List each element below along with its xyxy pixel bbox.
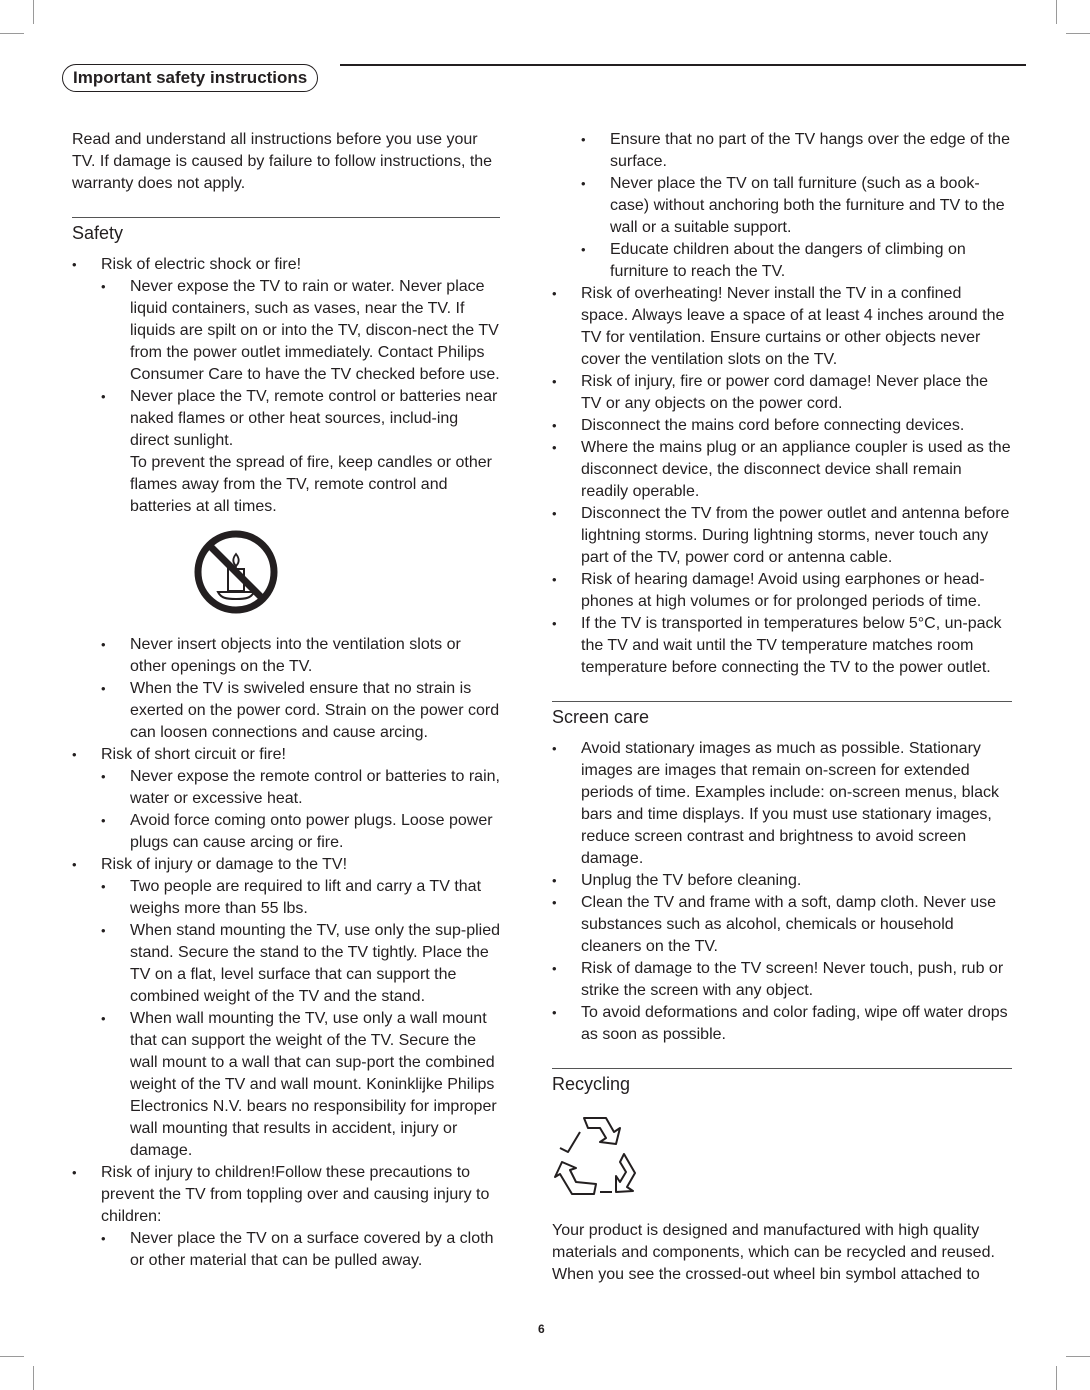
- list-item: [72, 854, 500, 1162]
- safety-list: [72, 254, 500, 1272]
- sub-list-item: • Never place the TV on a surface covered by a cloth or other material that can be pulled away.: [101, 1228, 500, 1272]
- sub-list-item: • Never insert objects into the ventilation slots or other openings on the TV.: [101, 634, 500, 678]
- list-item: • Risk of hearing damage! Avoid using earphones or head-phones at high volumes or for prolonged periods of time.: [552, 569, 1012, 613]
- sub-list-item: • Educate children about the dangers of climbing on furniture to reach the TV.: [581, 239, 1012, 283]
- list-item: • Clean the TV and frame with a soft, damp cloth. Never use substances such as alcohol, chemicals or household cleaners on the TV.: [552, 892, 1012, 958]
- sub-list-item: • When stand mounting the TV, use only the sup-plied stand. Secure the stand to the TV tightly. Place the TV on a flat, level surface that can support the combined weight of the TV and the stand.: [101, 920, 500, 1008]
- list-item: • Where the mains plug or an appliance coupler is used as the disconnect device, the disconnect device shall remain readily operable.: [552, 437, 1012, 503]
- list-item-text: Risk of electric shock or fire!: [101, 256, 302, 273]
- recycle-icon: [554, 1110, 640, 1200]
- sub-list-item: • Ensure that no part of the TV hangs over the edge of the surface.: [581, 129, 1012, 173]
- candle-warning-text: To prevent the spread of fire, keep candles or other flames away from the TV, remote control and batteries at all times.: [130, 454, 492, 515]
- list-item: • Unplug the TV before cleaning.: [552, 870, 1012, 892]
- left-column: [72, 129, 500, 1272]
- list-item: • Risk of overheating! Never install the TV in a confined space. Always leave a space of at least 4 inches around the TV for ventilation. Ensure curtains or other objects never cover the ventilation slots on the TV.: [552, 283, 1012, 371]
- screen-care-list: [552, 738, 1012, 1046]
- sub-list-item: • When the TV is swiveled ensure that no strain is exerted on the power cord. Strain on the power cord can loosen connections and cause arcing.: [101, 678, 500, 744]
- intro-paragraph: Read and understand all instructions before you use your TV. If damage is caused by failure to follow instructions, the warranty does not apply.: [72, 131, 493, 192]
- list-item: • Risk of damage to the TV screen! Never touch, push, rub or strike the screen with any object.: [552, 958, 1012, 1002]
- sub-list-item: • When wall mounting the TV, use only a wall mount that can support the weight of the TV. Secure the wall mount to a wall that can sup-port the combined weight of the TV and wall mount. Koninklijke Philips Electronics N.V. bears no responsibility for improper wall mounting that results in accident, injury or damage.: [101, 1008, 500, 1162]
- list-item: • Avoid stationary images as much as possible. Stationary images are images that remain on-screen for extended periods of time. Examples include: on-screen menus, black bars and time displays. If you must use stationary images, reduce screen contrast and brightness to avoid screen damage.: [552, 738, 1012, 870]
- list-item: • Disconnect the TV from the power outlet and antenna before lightning storms. During lightning storms, never touch any part of the TV, power cord or antenna cable.: [552, 503, 1012, 569]
- screen-care-heading: Screen care: [552, 701, 1012, 729]
- list-item: • To avoid deformations and color fading, wipe off water drops as soon as possible.: [552, 1002, 1012, 1046]
- crop-mark: [0, 33, 24, 34]
- list-item: [72, 254, 500, 744]
- list-item: • Risk of injury, fire or power cord damage! Never place the TV or any objects on the power cord.: [552, 371, 1012, 415]
- sub-list-item: • Never place the TV on tall furniture (such as a book-case) without anchoring both the furniture and TV to the wall or a suitable support.: [581, 173, 1012, 239]
- page-number: 6: [538, 1322, 545, 1336]
- no-candles-icon: [193, 529, 279, 615]
- crop-mark: [1056, 1366, 1057, 1390]
- list-item-text: Risk of short circuit or fire!: [101, 746, 286, 763]
- safety-heading: Safety: [72, 217, 500, 245]
- children-precautions-continued: [552, 129, 1012, 283]
- crop-mark: [1066, 1356, 1090, 1357]
- recycling-text: Your product is designed and manufactured with high quality materials and components, which can be recycled and reused. When you see the crossed-out wheel bin symbol attached to: [552, 1222, 995, 1283]
- sub-list-item: • Two people are required to lift and carry a TV that weighs more than 55 lbs.: [101, 876, 500, 920]
- list-item-text: Risk of injury to children!Follow these precautions to prevent the TV from toppling over and causing injury to children:: [101, 1164, 490, 1225]
- sub-list-item: • Never expose the remote control or batteries to rain, water or excessive heat.: [101, 766, 500, 810]
- crop-mark: [33, 0, 34, 24]
- list-item: [72, 1162, 500, 1272]
- crop-mark: [33, 1366, 34, 1390]
- list-item-text: Risk of injury or damage to the TV!: [101, 856, 348, 873]
- header-rule: [340, 64, 1026, 66]
- crop-mark: [1056, 0, 1057, 24]
- list-item: • If the TV is transported in temperatures below 5°C, un-pack the TV and wait until the TV temperature matches room temperature before connecting the TV to the power outlet.: [552, 613, 1012, 679]
- sub-list-item-text: Never place the TV, remote control or batteries near naked flames or other heat sources, includ-ing direct sunlight.: [130, 388, 498, 449]
- page-title: Important safety instructions: [62, 64, 318, 92]
- list-item: [72, 744, 500, 854]
- sub-list-item: [101, 386, 500, 615]
- list-item: • Disconnect the mains cord before connecting devices.: [552, 415, 1012, 437]
- sub-list-item: • Avoid force coming onto power plugs. Loose power plugs can cause arcing or fire.: [101, 810, 500, 854]
- crop-mark: [0, 1356, 24, 1357]
- right-column: [552, 129, 1012, 1286]
- crop-mark: [1066, 33, 1090, 34]
- sub-list-item: • Never expose the TV to rain or water. Never place liquid containers, such as vases, near the TV. If liquids are spilt on or into the TV, discon-nect the TV from the power outlet immediately. Contact Philips Consumer Care to have the TV checked before use.: [101, 276, 500, 386]
- safety-list-continued: [552, 283, 1012, 679]
- recycling-heading: Recycling: [552, 1068, 1012, 1096]
